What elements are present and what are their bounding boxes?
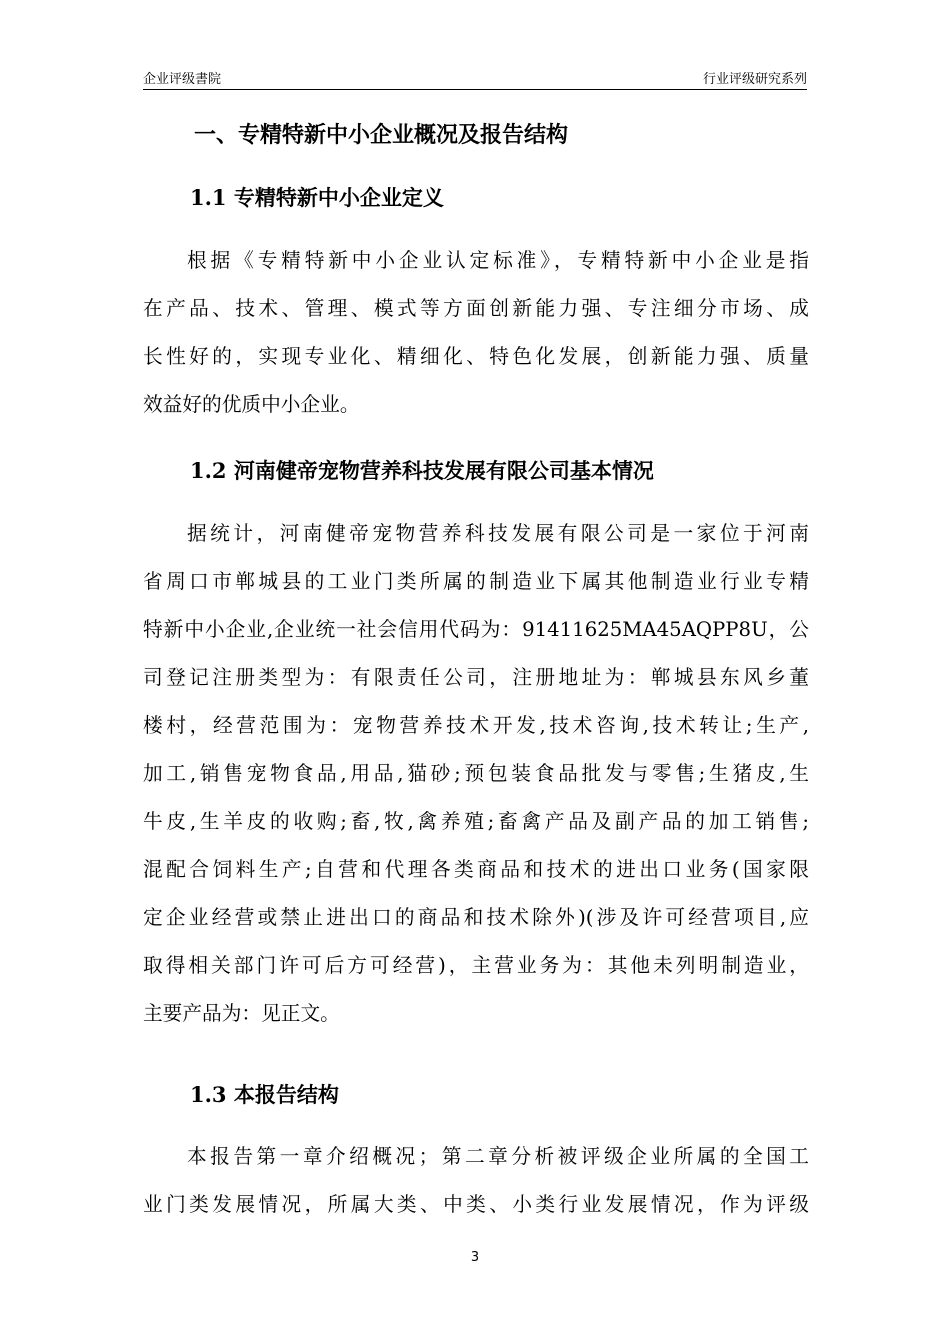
header-divider bbox=[143, 89, 807, 90]
paragraph-line: 据统计，河南健帝宠物营养科技发展有限公司是一家位于河南 bbox=[187, 522, 809, 545]
paragraph-company-info bbox=[143, 510, 809, 1038]
subsection-title-1-1: 1.1 专精特新中小企业定义 bbox=[190, 185, 444, 210]
paragraph-line: 特新中小企业,企业统一社会信用代码为：91411625MA45AQPP8U，公 bbox=[143, 618, 809, 641]
paragraph-report-structure bbox=[143, 1133, 809, 1229]
paragraph-line: 在产品、技术、管理、模式等方面创新能力强、专注细分市场、成 bbox=[143, 297, 809, 320]
paragraph-line: 司登记注册类型为：有限责任公司，注册地址为：郸城县东风乡董 bbox=[143, 666, 809, 689]
paragraph-line: 长性好的，实现专业化、精细化、特色化发展，创新能力强、质量 bbox=[143, 345, 809, 368]
paragraph-line: 业门类发展情况，所属大类、中类、小类行业发展情况，作为评级 bbox=[143, 1193, 809, 1216]
paragraph-line: 本报告第一章介绍概况；第二章分析被评级企业所属的全国工 bbox=[187, 1145, 809, 1168]
paragraph-line: 定企业经营或禁止进出口的商品和技术除外)(涉及许可经营项目,应 bbox=[143, 906, 809, 929]
paragraph-line: 根据《专精特新中小企业认定标准》，专精特新中小企业是指 bbox=[187, 249, 809, 272]
paragraph-line: 混配合饲料生产;自营和代理各类商品和技术的进出口业务(国家限 bbox=[143, 858, 809, 881]
header-right-title: 行业评级研究系列 bbox=[702, 72, 807, 87]
header-left-title: 企业评级書院 bbox=[143, 72, 222, 87]
subsection-title-1-2: 1.2 河南健帝宠物营养科技发展有限公司基本情况 bbox=[190, 458, 654, 483]
paragraph-line: 省周口市郸城县的工业门类所属的制造业下属其他制造业行业专精 bbox=[143, 570, 809, 593]
paragraph-line: 取得相关部门许可后方可经营)，主营业务为：其他未列明制造业， bbox=[143, 954, 809, 977]
subsection-title-1-3: 1.3 本报告结构 bbox=[190, 1082, 339, 1107]
paragraph-line: 牛皮,生羊皮的收购;畜,牧,禽养殖;畜禽产品及副产品的加工销售; bbox=[143, 810, 809, 833]
paragraph-line: 加工,销售宠物食品,用品,猫砂;预包装食品批发与零售;生猪皮,生 bbox=[143, 762, 809, 785]
paragraph-line: 楼村，经营范围为：宠物营养技术开发,技术咨询,技术转让;生产, bbox=[143, 714, 809, 737]
paragraph-line: 效益好的优质中小企业。 bbox=[143, 393, 360, 416]
paragraph-line: 主要产品为：见正文。 bbox=[143, 1002, 340, 1025]
paragraph-definition bbox=[143, 237, 809, 429]
section-title: 一、专精特新中小企业概况及报告结构 bbox=[194, 123, 569, 148]
page-number: 3 bbox=[470, 1250, 480, 1265]
